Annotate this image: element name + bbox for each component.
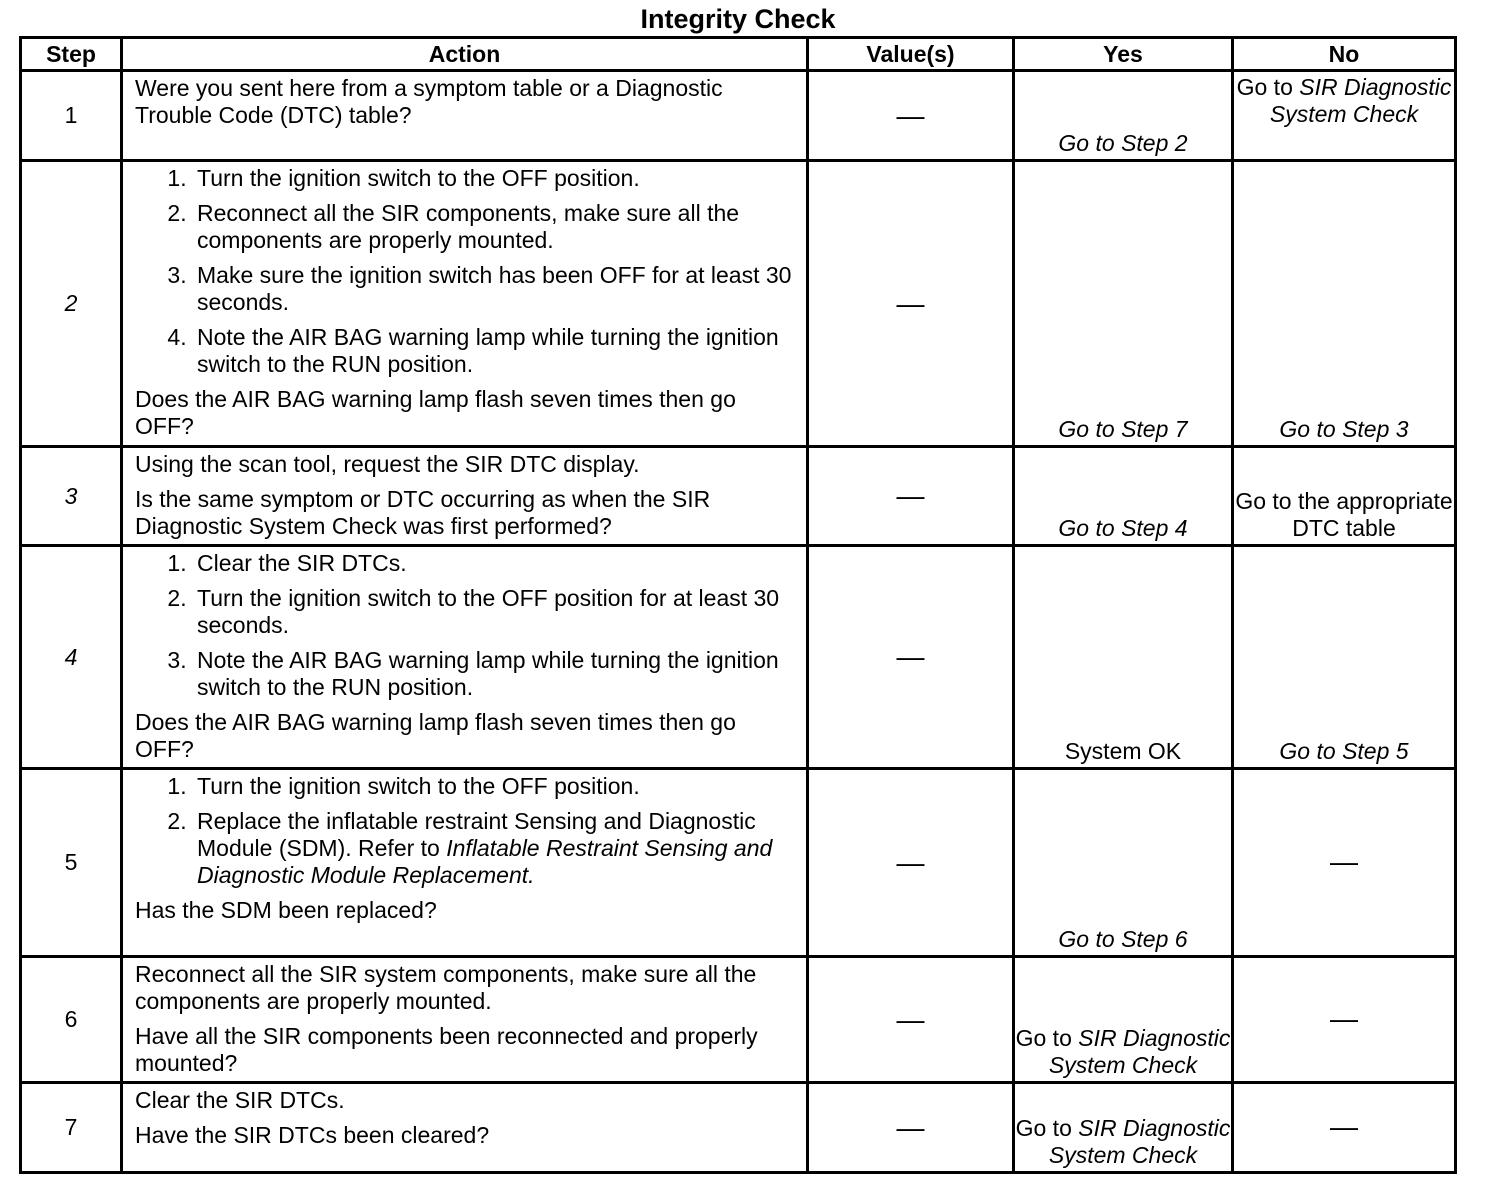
yes-cell — [1014, 1083, 1233, 1173]
value-cell: — — [808, 447, 1014, 546]
yes-cell: Go to Step 7 — [1014, 161, 1233, 447]
value-cell: — — [808, 769, 1014, 957]
no-cell: Go to Step 5 — [1233, 546, 1456, 769]
table-row — [21, 546, 1456, 769]
action-cell — [122, 161, 808, 447]
table-row — [21, 957, 1456, 1083]
yes-cell: Go to Step 4 — [1014, 447, 1233, 546]
action-list-item-text: Replace the inflatable restraint Sensing and Diagnostic Module (SDM). Refer to — [197, 808, 756, 861]
action-cell — [122, 957, 808, 1083]
no-cell: — — [1233, 1083, 1456, 1173]
action-list-item: 3. Make sure the ignition switch has been OFF for at least 30 seconds. — [193, 262, 798, 316]
action-cell — [122, 447, 808, 546]
header-yes: Yes — [1014, 38, 1233, 71]
integrity-check-table — [19, 36, 1457, 1174]
action-list — [135, 165, 798, 378]
page-title: Integrity Check — [640, 4, 836, 34]
table-row — [21, 71, 1456, 161]
table-row — [21, 161, 1456, 447]
header-row — [21, 38, 1456, 71]
action-list-item: 4. Note the AIR BAG warning lamp while turning the ignition switch to the RUN position. — [193, 324, 798, 378]
yes-reference: SIR Diagnostic System Check — [1048, 1115, 1231, 1168]
header-action: Action — [122, 38, 808, 71]
no-cell: Go to Step 3 — [1233, 161, 1456, 447]
header-step: Step — [21, 38, 122, 71]
yes-prefix: Go to — [1015, 1115, 1072, 1141]
table-row — [21, 1083, 1456, 1173]
value-cell: — — [808, 957, 1014, 1083]
action-list-item: 2. Reconnect all the SIR components, make sure all the components are properly mounted. — [193, 200, 798, 254]
action-cell — [122, 769, 808, 957]
yes-cell: Go to Step 6 — [1014, 769, 1233, 957]
value-cell: — — [808, 1083, 1014, 1173]
yes-prefix: Go to — [1015, 1025, 1072, 1051]
action-list — [135, 773, 798, 889]
header-values: Value(s) — [808, 38, 1014, 71]
yes-cell: System OK — [1014, 546, 1233, 769]
no-reference: SIR Diagnostic System Check — [1269, 74, 1452, 127]
action-list — [135, 550, 798, 701]
action-text: Were you sent here from a symptom table or a Diagnostic Trouble Code (DTC) table? — [135, 75, 723, 128]
action-cell — [122, 71, 808, 161]
step-number: 7 — [21, 1083, 122, 1173]
yes-cell: Go to Step 2 — [1014, 71, 1233, 161]
action-list-item: 1. Turn the ignition switch to the OFF position. — [193, 773, 798, 800]
action-cell — [122, 546, 808, 769]
no-prefix: Go to — [1236, 74, 1293, 100]
no-cell: — — [1233, 957, 1456, 1083]
value-cell: — — [808, 161, 1014, 447]
step-number: 3 — [21, 447, 122, 546]
no-cell: Go to the appropriate DTC table — [1233, 447, 1456, 546]
table-row — [21, 769, 1456, 957]
action-question: Does the AIR BAG warning lamp flash seven times then go OFF? — [135, 386, 736, 439]
action-list-item: 1. Clear the SIR DTCs. — [193, 550, 798, 577]
action-reference: Inflatable Restraint Sensing and Diagnostic Module Replacement. — [197, 835, 773, 888]
action-question: Does the AIR BAG warning lamp flash seven times then go OFF? — [135, 709, 736, 762]
yes-cell — [1014, 957, 1233, 1083]
table-row — [21, 447, 1456, 546]
step-number: 2 — [21, 161, 122, 447]
step-number: 4 — [21, 546, 122, 769]
action-question: Have the SIR DTCs been cleared? — [135, 1122, 490, 1148]
action-list-item: 2. Turn the ignition switch to the OFF position for at least 30 seconds. — [193, 585, 798, 639]
step-number: 6 — [21, 957, 122, 1083]
action-cell — [122, 1083, 808, 1173]
action-text: Using the scan tool, request the SIR DTC display. — [135, 451, 640, 477]
action-question: Have all the SIR components been reconnected and properly mounted? — [135, 1023, 758, 1076]
yes-reference: SIR Diagnostic System Check — [1048, 1025, 1231, 1078]
action-text: Clear the SIR DTCs. — [135, 1087, 345, 1113]
step-number: 5 — [21, 769, 122, 957]
no-cell: — — [1233, 769, 1456, 957]
header-no: No — [1233, 38, 1456, 71]
action-text: Reconnect all the SIR system components, make sure all the components are properly mounted. — [135, 961, 757, 1014]
action-question: Is the same symptom or DTC occurring as when the SIR Diagnostic System Check was first performed? — [135, 486, 711, 539]
action-list-item: 3. Note the AIR BAG warning lamp while turning the ignition switch to the RUN position. — [193, 647, 798, 701]
action-question: Has the SDM been replaced? — [135, 897, 437, 923]
step-number: 1 — [21, 71, 122, 161]
action-list-item — [193, 808, 798, 889]
value-cell: — — [808, 71, 1014, 161]
action-list-item: 1. Turn the ignition switch to the OFF position. — [193, 165, 798, 192]
no-cell — [1233, 71, 1456, 161]
value-cell: — — [808, 546, 1014, 769]
